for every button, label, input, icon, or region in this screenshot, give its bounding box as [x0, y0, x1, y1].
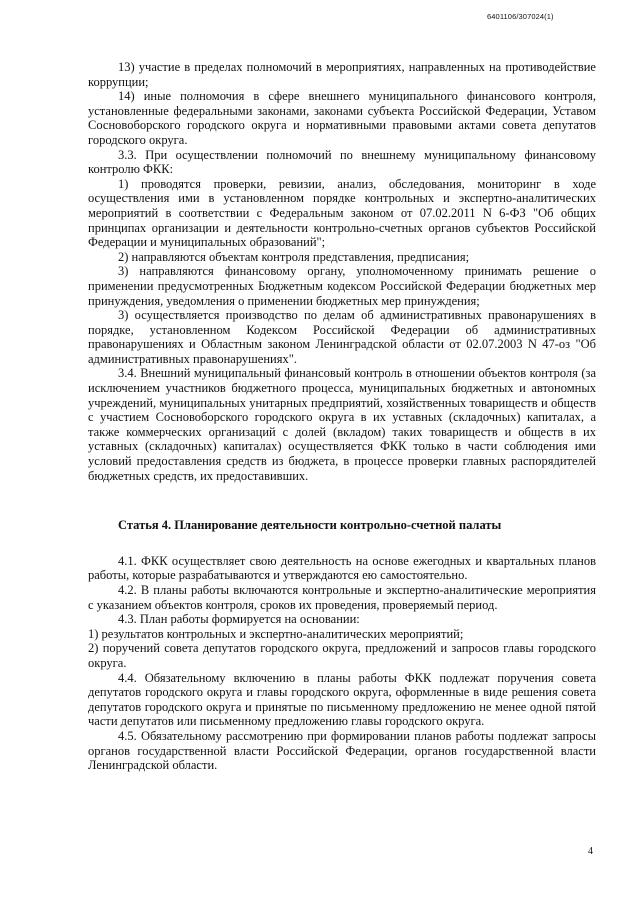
paragraph-4-4: 4.4. Обязательному включению в планы работы ФКК подлежат поручения совета депутатов городского округа и главы городского округа, оформленные в виде решения совета депутатов городского округа и принятые по письменному предложению не менее одной пятой части депутатов или письменному предложению главы городского округа.	[88, 670, 596, 729]
paragraph-4-3-item-1: 1) результатов контрольных и экспертно-аналитических мероприятий;	[88, 626, 464, 641]
document-body	[88, 60, 596, 773]
paragraph-4-2: 4.2. В планы работы включаются контрольные и экспертно-аналитические мероприятия с указанием объектов контроля, сроков их проведения, проверяемый период.	[88, 583, 596, 612]
paragraph-3-3-item-3b: 3) осуществляется производство по делам об административных правонарушениях в порядке, установленном Кодексом Российской Федерации об административных правонарушениях и Областным законом Ленинградской области от 02.07.2003 N 47-оз "Об административных правонарушениях".	[88, 308, 596, 366]
paragraph-3-3: 3.3. При осуществлении полномочий по внешнему муниципальному финансовому контролю ФКК:	[88, 147, 596, 177]
paragraph-3-2-item-14: 14) иные полномочия в сфере внешнего муниципального финансового контроля, установленные федеральными законами, законами субъекта Российской Федерации, Уставом Сосновоборского городского округа и нормативными правовыми актами совета депутатов городского округа.	[88, 89, 596, 147]
paragraph-3-3-item-1: 1) проводятся проверки, ревизии, анализ, обследования, мониторинг в ходе осуществления ими в установленном порядке контрольных и экспертно-аналитических мероприятий в соответствии с Федеральным законом от 07.02.2011 N 6-ФЗ "Об общих принципах организации и деятельности контрольно-счетных органов субъектов Российской Федерации и муниципальных образований";	[88, 176, 596, 250]
document-id: 6401106/307024(1)	[487, 12, 554, 21]
spacer	[88, 533, 596, 554]
paragraph-3-4: 3.4. Внешний муниципальный финансовый контроль в отношении объектов контроля (за исключением участников бюджетного процесса, муниципальных бюджетных и автономных учреждений, муниципальных унитарных предприятий, хозяйственных товариществ и обществ с участием Сосновоборского городского округа в их уставных (складочных) капиталах, а также коммерческих организаций с долей (вкладом) таких товариществ и обществ в их уставных (складочных) капиталах) осуществляется ФКК только в части соблюдения ими условий предоставления средств из бюджета, в процессе проверки главных распорядителей бюджетных средств, их предоставивших.	[88, 366, 596, 483]
page-number: 4	[588, 846, 593, 857]
paragraph-3-3-item-2: 2) направляются объектам контроля представления, предписания;	[118, 249, 470, 264]
article-4-heading: Статья 4. Планирование деятельности контрольно-счетной палаты	[118, 518, 502, 533]
paragraph-4-1: 4.1. ФКК осуществляет свою деятельность на основе ежегодных и квартальных планов работы, которые разрабатываются и утверждаются ею самостоятельно.	[88, 553, 596, 583]
paragraph-4-3: 4.3. План работы формируется на основании:	[118, 612, 360, 627]
paragraph-3-2-item-13: 13) участие в пределах полномочий в мероприятиях, направленных на противодействие коррупции;	[88, 60, 596, 89]
paragraph-3-3-item-3a: 3) направляются финансовому органу, уполномоченному принимать решение о применении предусмотренных Бюджетным кодексом Российской Федерации бюджетных мер принуждения, уведомления о применении бюджетных мер принуждения;	[88, 264, 596, 308]
paragraph-4-3-item-2: 2) поручений совета депутатов городского округа, предложений и запросов главы городского округа.	[88, 641, 596, 670]
paragraph-4-5: 4.5. Обязательному рассмотрению при формировании планов работы подлежат запросы органов государственной власти Российской Федерации, органов государственной власти Ленинградской области.	[88, 728, 596, 773]
spacer	[88, 483, 596, 518]
